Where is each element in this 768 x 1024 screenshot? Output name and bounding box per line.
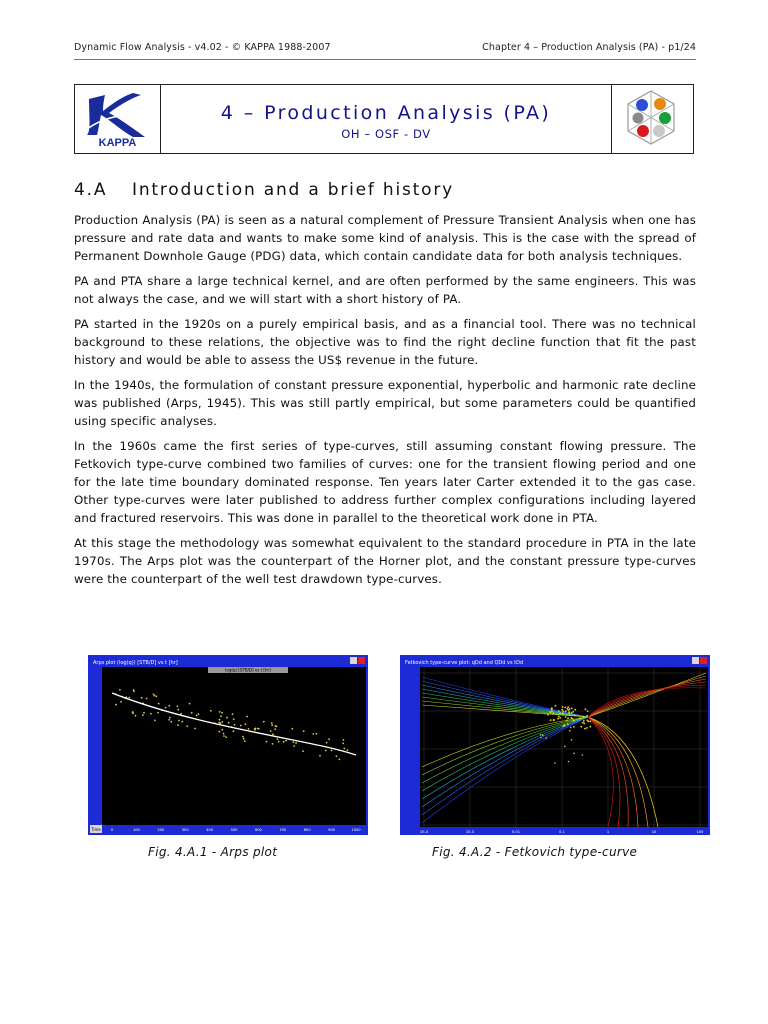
kappa-logo <box>75 85 161 153</box>
data-point <box>586 715 588 717</box>
data-point <box>573 720 575 722</box>
window-title: Arps plot (log(q)) [STB/D] vs t [hr] <box>93 660 178 666</box>
data-point <box>328 738 330 740</box>
data-point <box>218 731 220 733</box>
emblem <box>611 85 693 153</box>
data-point <box>232 713 234 715</box>
x-tick-label: 0 <box>110 828 114 832</box>
data-point <box>228 722 230 724</box>
data-point <box>150 713 152 715</box>
data-point <box>146 698 148 700</box>
data-point <box>293 745 295 747</box>
help-button-icon[interactable] <box>350 657 357 664</box>
data-point <box>589 726 591 728</box>
data-point <box>248 728 250 730</box>
data-point <box>153 694 155 696</box>
data-point <box>198 713 200 715</box>
data-point <box>243 738 245 740</box>
x-tick-label: 1E-3 <box>465 830 475 834</box>
time-corner-label: Time <box>91 827 101 832</box>
paragraph: PA started in the 1920s on a purely empirical basis, and as a financial tool. There was no technical background to these relations, the objective was to find the right decline function that fit the past history and would be able to assess the US$ revenue in the future. <box>74 317 696 367</box>
data-point <box>180 713 182 715</box>
data-point <box>331 750 333 752</box>
paragraph: Production Analysis (PA) is seen as a natural complement of Pressure Transient Analysis when one has pressure and rate data and wants to make some kind of analysis. This is the case with the spread of Permanent Downhole Gauge (PDG) data, which contain candidate data for both analysis techniques. <box>74 213 696 263</box>
chapter-subtitle: OH – OSF - DV <box>341 127 431 141</box>
data-point <box>272 743 274 745</box>
data-point <box>129 697 131 699</box>
data-point <box>210 710 212 712</box>
kappa-logo-text: KAPPA <box>98 137 137 149</box>
data-point <box>549 711 551 713</box>
data-point <box>244 723 246 725</box>
plot-title: log(q) [STB/D] vs t [hr] <box>225 667 271 673</box>
fetkovich-plot-figure <box>400 655 710 835</box>
paragraph: At this stage the methodology was somewhat equivalent to the standard procedure in PTA in the late 1970s. The Arps plot was the counterpart of the Horner plot, and the constant pressure type-curves were the counterpart of the well test drawdown type-curves. <box>74 536 696 586</box>
data-point <box>254 729 256 731</box>
arps-plot-figure <box>88 655 368 835</box>
data-point <box>158 703 160 705</box>
data-point <box>263 721 265 723</box>
paragraph: In the 1960s came the first series of type-curves, still assuming constant flowing pressure. The Fetkovich type-curve combined two families of curves: one for the transient flowing period and one for the late time boundary dominated response. Ten years later Carter extended it to the gas case. Other type-curves were later published to address further complex configurations including layered and fractured reservoirs. This was done in parallel to the theoretical work done in PTA. <box>74 439 696 525</box>
data-point <box>218 722 220 724</box>
data-point <box>336 755 338 757</box>
data-point <box>219 719 221 721</box>
data-point <box>565 710 567 712</box>
data-point <box>586 727 588 729</box>
data-point <box>555 705 557 707</box>
data-point <box>572 711 574 713</box>
x-tick-label: 400 <box>206 828 214 832</box>
data-point <box>579 717 581 719</box>
data-point <box>278 741 280 743</box>
section-heading <box>74 180 454 200</box>
window-title: Fetkovich type-curve plot: qDd and QDd vs tDd <box>405 660 524 666</box>
data-point <box>589 721 591 723</box>
data-point <box>588 721 590 723</box>
data-point <box>582 754 584 756</box>
paragraph: In the 1940s, the formulation of constant pressure exponential, hyperbolic and harmonic rate decline was published (Arps, 1945). This was still partly empirical, but some parameters could be quantified using specific analyses. <box>74 378 696 428</box>
data-point <box>242 736 244 738</box>
data-point <box>342 743 344 745</box>
data-point <box>226 717 228 719</box>
data-point <box>540 737 542 739</box>
data-point <box>177 709 179 711</box>
data-point <box>559 712 561 714</box>
data-point <box>132 711 134 713</box>
data-point <box>574 709 576 711</box>
data-point <box>141 697 143 699</box>
data-point <box>223 733 225 735</box>
data-point <box>562 725 564 727</box>
data-point <box>178 720 180 722</box>
data-point <box>186 725 188 727</box>
data-point <box>565 716 567 718</box>
data-point <box>233 730 235 732</box>
data-point <box>133 690 135 692</box>
data-point <box>312 733 314 735</box>
data-point <box>221 729 223 731</box>
x-tick-label: 200 <box>157 828 165 832</box>
data-point <box>559 717 561 719</box>
x-tick-label: 100 <box>696 830 704 834</box>
data-point <box>564 707 566 709</box>
data-point <box>562 710 564 712</box>
data-point <box>547 714 549 716</box>
data-point <box>277 738 279 740</box>
data-point <box>347 749 349 751</box>
x-tick-label: 100 <box>132 828 140 832</box>
x-tick-label: 1000 <box>351 828 361 832</box>
data-point <box>194 728 196 730</box>
help-button-icon[interactable] <box>692 657 699 664</box>
data-point <box>274 728 276 730</box>
x-tick-label: 0.1 <box>559 830 565 834</box>
data-point <box>585 708 587 710</box>
data-point <box>168 705 170 707</box>
x-tick-label: 1E-4 <box>419 830 429 834</box>
x-tick-label: 300 <box>181 828 189 832</box>
data-point <box>587 710 589 712</box>
data-point <box>319 755 321 757</box>
data-point <box>181 721 183 723</box>
data-point <box>540 734 542 736</box>
data-point <box>154 720 156 722</box>
data-point <box>240 725 242 727</box>
x-tick-label: 0.01 <box>511 830 521 834</box>
x-tick-label: 600 <box>254 828 262 832</box>
body-text <box>74 211 696 595</box>
data-point <box>584 728 586 730</box>
data-point <box>339 759 341 761</box>
chapter-title-box <box>74 84 694 154</box>
chapter-title-area <box>161 85 611 153</box>
data-point <box>120 701 122 703</box>
data-point <box>325 750 327 752</box>
data-point <box>571 708 573 710</box>
data-point <box>165 707 167 709</box>
hexagon-emblem-icon <box>612 85 691 151</box>
x-tick-label: 800 <box>303 828 311 832</box>
data-point <box>276 726 278 728</box>
data-point <box>221 721 223 723</box>
data-point <box>573 753 575 755</box>
data-point <box>115 704 117 706</box>
data-point <box>283 741 285 743</box>
close-button-icon[interactable] <box>358 657 365 664</box>
data-point <box>550 719 552 721</box>
data-point <box>169 717 171 719</box>
data-point <box>553 719 555 721</box>
data-point <box>196 715 198 717</box>
data-point <box>582 722 584 724</box>
data-point <box>170 721 172 723</box>
data-point <box>244 740 246 742</box>
data-point <box>168 719 170 721</box>
data-point <box>568 712 570 714</box>
running-header-right: Chapter 4 – Production Analysis (PA) - p1/24 <box>482 42 696 53</box>
data-point <box>143 712 145 714</box>
data-point <box>221 712 223 714</box>
data-point <box>246 716 248 718</box>
data-point <box>557 718 559 720</box>
data-point <box>570 717 572 719</box>
data-point <box>316 733 318 735</box>
data-point <box>119 689 121 691</box>
data-point <box>571 712 573 714</box>
data-point <box>567 708 569 710</box>
data-point <box>567 723 569 725</box>
data-point <box>566 719 568 721</box>
data-point <box>155 696 157 698</box>
data-point <box>558 710 560 712</box>
data-point <box>567 706 569 708</box>
x-tick-label: 900 <box>328 828 336 832</box>
data-point <box>272 733 274 735</box>
data-point <box>295 742 297 744</box>
data-point <box>303 730 305 732</box>
data-point <box>583 723 585 725</box>
data-point <box>343 739 345 741</box>
data-point <box>223 735 225 737</box>
x-tick-label: 700 <box>279 828 287 832</box>
section-number: 4.A <box>74 180 108 200</box>
figure-caption: Fig. 4.A.1 - Arps plot <box>148 845 278 859</box>
data-point <box>569 708 571 710</box>
data-point <box>225 736 227 738</box>
data-point <box>266 741 268 743</box>
x-tick-label: 1 <box>606 830 610 834</box>
data-point <box>302 750 304 752</box>
data-point <box>271 724 273 726</box>
data-point <box>567 717 569 719</box>
data-point <box>562 706 564 708</box>
plot-area <box>102 667 366 825</box>
data-point <box>554 762 556 764</box>
data-point <box>569 730 571 732</box>
data-point <box>257 728 259 730</box>
x-tick-label: 500 <box>230 828 238 832</box>
paragraph: PA and PTA share a large technical kernel, and are often performed by the same engineers. This was not always the case, and we will start with a short history of PA. <box>74 274 696 306</box>
data-point <box>551 707 553 709</box>
fetkovich-plot-screenshot <box>400 655 710 835</box>
data-point <box>568 761 570 763</box>
data-point <box>189 703 191 705</box>
data-point <box>583 720 585 722</box>
data-point <box>562 712 564 714</box>
data-point <box>177 705 179 707</box>
data-point <box>177 724 179 726</box>
data-point <box>293 741 295 743</box>
data-point <box>558 716 560 718</box>
data-point <box>233 718 235 720</box>
header-rule <box>74 59 696 60</box>
data-point <box>271 722 273 724</box>
data-point <box>326 742 328 744</box>
data-point <box>220 715 222 717</box>
data-point <box>157 712 159 714</box>
data-point <box>545 737 547 739</box>
section-title: Introduction and a brief history <box>132 180 454 200</box>
data-point <box>343 748 345 750</box>
data-point <box>553 712 555 714</box>
data-point <box>564 746 566 748</box>
data-point <box>135 715 137 717</box>
data-point <box>285 740 287 742</box>
close-button-icon[interactable] <box>700 657 707 664</box>
data-point <box>573 726 575 728</box>
running-header <box>74 42 696 58</box>
data-point <box>580 726 582 728</box>
data-point <box>571 739 573 741</box>
x-tick-label: 10 <box>651 830 657 834</box>
data-point <box>270 730 272 732</box>
data-point <box>542 735 544 737</box>
data-point <box>191 712 193 714</box>
data-point <box>551 711 553 713</box>
data-point <box>234 724 236 726</box>
data-point <box>582 716 584 718</box>
data-point <box>219 711 221 713</box>
data-point <box>574 715 576 717</box>
data-point <box>570 727 572 729</box>
chapter-title: 4 – Production Analysis (PA) <box>220 102 552 124</box>
figure-caption: Fig. 4.A.2 - Fetkovich type-curve <box>432 845 638 859</box>
arps-plot-screenshot <box>88 655 368 835</box>
data-point <box>291 728 293 730</box>
running-header-left: Dynamic Flow Analysis - v4.02 - © KAPPA 1988-2007 <box>74 42 331 53</box>
data-point <box>561 709 563 711</box>
data-point <box>142 714 144 716</box>
